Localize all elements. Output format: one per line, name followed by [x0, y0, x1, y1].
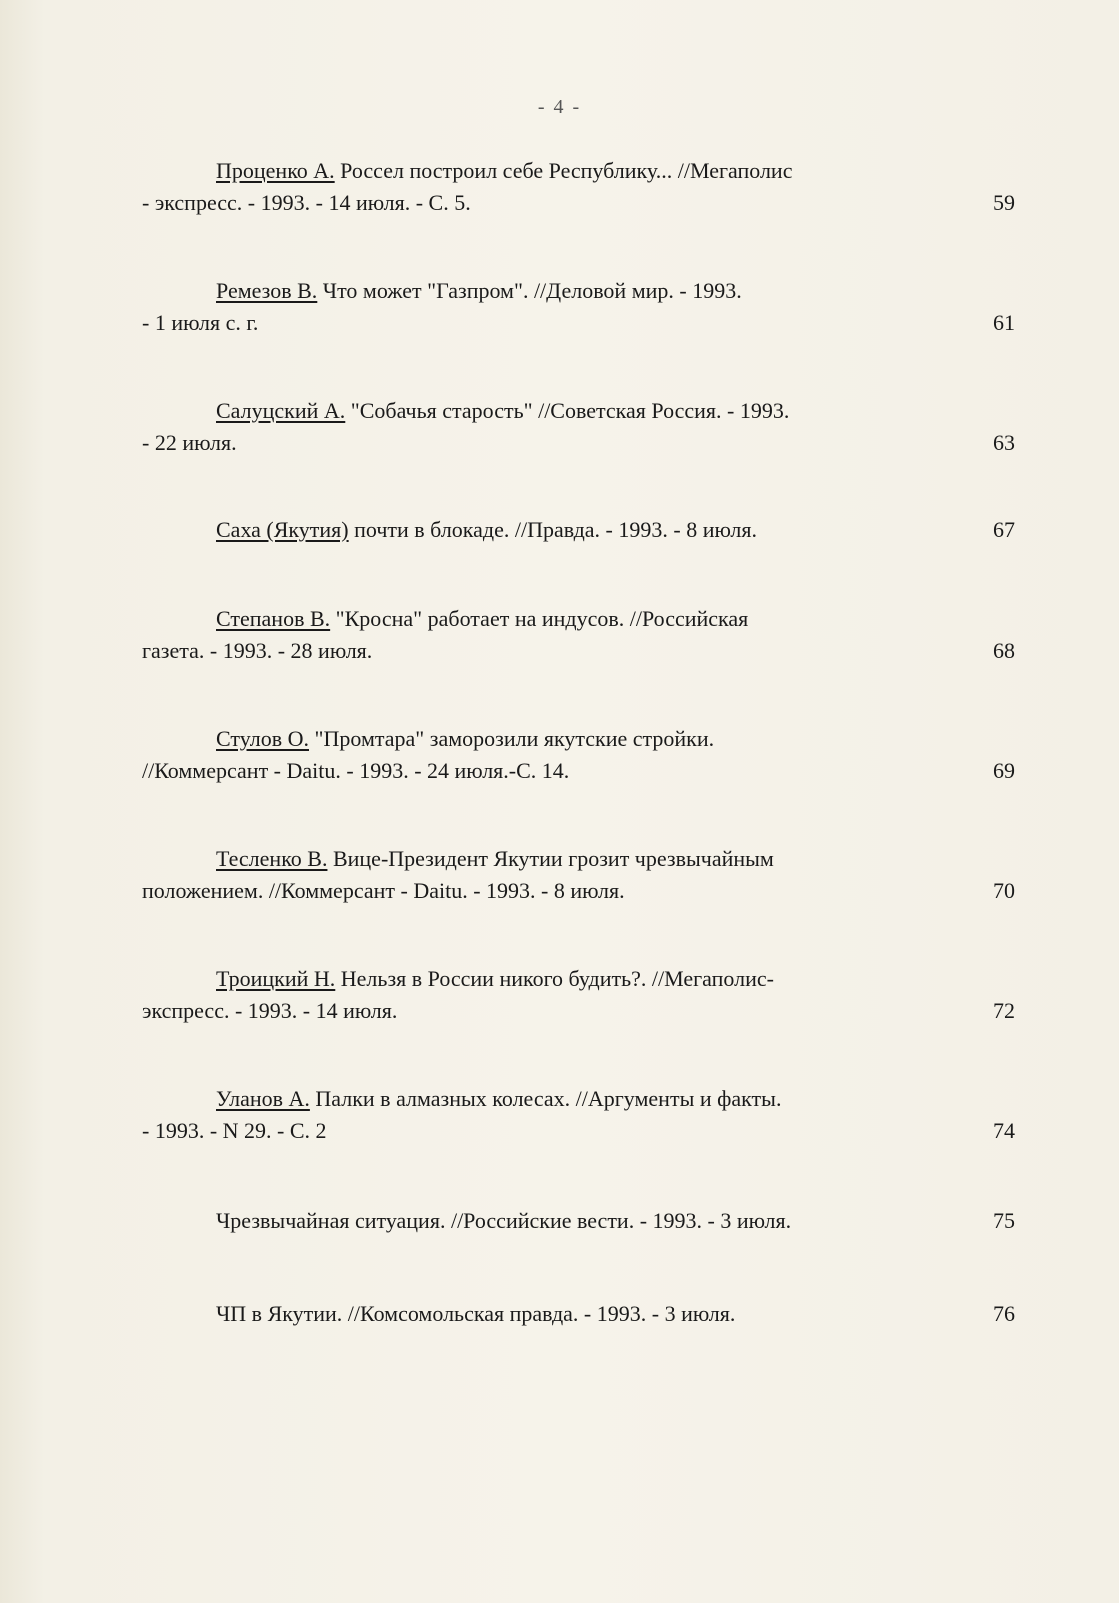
entry-author: Тесленко В. [216, 846, 328, 871]
entry-first-line: ЧП в Якутии. //Комсомольская правда. - 1993. - 3 июля. [216, 1301, 736, 1326]
entry-first-line [142, 963, 932, 995]
entry-author: Саха (Якутия) [216, 517, 349, 542]
bibliography-entry [142, 963, 932, 1027]
entry-second-line: положением. //Коммерсант - Daitu. - 1993. - 8 июля. [142, 878, 625, 903]
bibliography-entry [142, 514, 932, 546]
entry-first-line [142, 514, 932, 546]
entry-page-number: 59 [993, 190, 1015, 215]
entry-author: Ремезов В. [216, 278, 318, 303]
entry-first-line [142, 1083, 932, 1115]
entry-first-line [142, 723, 932, 755]
entry-first-line [142, 395, 932, 427]
bibliography-entry [142, 1205, 932, 1237]
entry-second-line: газета. - 1993. - 28 июля. [142, 638, 373, 663]
entry-title: Нельзя в России никого будить?. //Мегаполис- [335, 966, 774, 991]
bibliography-entry [142, 843, 932, 907]
entry-author: Салуцский А. [216, 398, 346, 423]
entry-author: Проценко А. [216, 158, 335, 183]
entry-title: "Собачья старость" //Советская Россия. - 1993. [345, 398, 790, 423]
entry-page-number: 61 [993, 310, 1015, 335]
entry-page-number: 69 [993, 758, 1015, 783]
entry-title: Вице-Президент Якутии грозит чрезвычайным [327, 846, 774, 871]
entry-title: Россел построил себе Республику... //Мегаполис [334, 158, 793, 183]
entry-second-line: - 22 июля. [142, 430, 237, 455]
bibliography-entry [142, 723, 932, 787]
entry-title: "Промтара" заморозили якутские стройки. [309, 726, 715, 751]
entry-author: Троицкий Н. [216, 966, 336, 991]
entry-first-line [142, 275, 932, 307]
entry-page-number: 74 [993, 1118, 1015, 1143]
entry-first-line [142, 843, 932, 875]
entry-page-number: 76 [993, 1301, 1015, 1326]
bibliography-entry [142, 155, 932, 219]
entry-title: "Кросна" работает на индусов. //Российская [330, 606, 749, 631]
bibliography-entry [142, 1083, 932, 1147]
entry-page-number: 67 [993, 517, 1015, 542]
page-number: - 4 - [537, 96, 582, 118]
entry-second-line: - 1 июля с. г. [142, 310, 259, 335]
entry-second-line: экспресс. - 1993. - 14 июля. [142, 998, 398, 1023]
entry-title: Что может "Газпром". //Деловой мир. - 1993. [317, 278, 742, 303]
entry-first-line [142, 155, 932, 187]
entry-second-line: - 1993. - N 29. - С. 2 [142, 1118, 327, 1143]
entry-first-line [142, 603, 932, 635]
entry-author: Уланов А. [216, 1086, 310, 1111]
entry-second-line: - экспресс. - 1993. - 14 июля. - С. 5. [142, 190, 471, 215]
entry-author: Стулов О. [216, 726, 309, 751]
bibliography-entry [142, 1298, 932, 1330]
entry-page-number: 75 [993, 1208, 1015, 1233]
entry-author: Степанов В. [216, 606, 331, 631]
entry-title: почти в блокаде. //Правда. - 1993. - 8 июля. [348, 517, 757, 542]
bibliography-entry [142, 603, 932, 667]
bibliography-entry [142, 275, 932, 339]
entry-page-number: 70 [993, 878, 1015, 903]
entry-page-number: 72 [993, 998, 1015, 1023]
entry-second-line: //Коммерсант - Daitu. - 1993. - 24 июля.-С. 14. [142, 758, 570, 783]
entry-title: Палки в алмазных колесах. //Аргументы и факты. [309, 1086, 782, 1111]
entry-page-number: 68 [993, 638, 1015, 663]
entry-first-line: Чрезвычайная ситуация. //Российские вести. - 1993. - 3 июля. [216, 1208, 792, 1233]
bibliography-entry [142, 395, 932, 459]
entry-page-number: 63 [993, 430, 1015, 455]
